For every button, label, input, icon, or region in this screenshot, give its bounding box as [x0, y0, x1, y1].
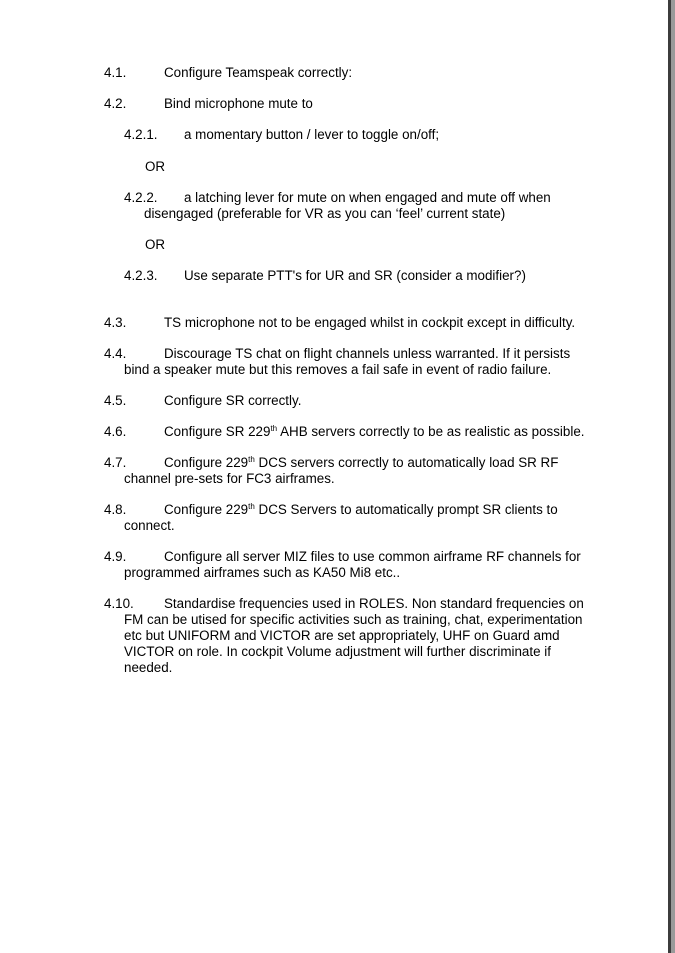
- ordinal-suffix: th: [248, 455, 255, 464]
- item-number: 4.9.: [104, 549, 127, 564]
- item-text-continuation: etc but UNIFORM and VICTOR are set appropriately, UHF on Guard amd: [124, 628, 560, 643]
- item-text-continuation: FM can be utised for specific activities such as training, chat, experimentation: [124, 612, 583, 627]
- item-number: 4.2.3.: [124, 268, 158, 283]
- item-text: TS microphone not to be engaged whilst in cockpit except in difficulty.: [164, 315, 576, 330]
- item-text: Discourage TS chat on flight channels unless warranted. If it persists: [164, 346, 571, 361]
- ordinal-suffix: th: [270, 424, 278, 433]
- item-text: [164, 424, 584, 440]
- item-text-b: AHB servers correctly to be as realistic as possible.: [277, 424, 585, 439]
- item-number: 4.2.: [104, 96, 127, 111]
- item-number: 4.5.: [104, 393, 127, 408]
- item-text-b: DCS servers correctly to automatically load SR RF: [254, 455, 559, 470]
- item-text-a: Configure 229: [164, 455, 249, 470]
- item-number: 4.4.: [104, 346, 127, 361]
- item-text-continuation: programmed airframes such as KA50 Mi8 etc..: [124, 565, 401, 580]
- item-number: 4.6.: [104, 424, 127, 439]
- item-text: Configure all server MIZ files to use common airframe RF channels for: [164, 549, 581, 564]
- item-text-a: Configure 229: [164, 502, 249, 517]
- or-text: OR: [145, 159, 166, 174]
- item-number: 4.7.: [104, 455, 127, 470]
- item-text: a momentary button / lever to toggle on/off;: [184, 127, 440, 142]
- item-number: 4.8.: [104, 502, 127, 517]
- item-number: 4.1.: [104, 65, 127, 80]
- item-text: Configure Teamspeak correctly:: [164, 65, 353, 80]
- item-text: [164, 455, 558, 471]
- item-text-continuation: bind a speaker mute but this removes a fail safe in event of radio failure.: [124, 362, 552, 377]
- item-text: Bind microphone mute to: [164, 96, 313, 111]
- ordinal-suffix: th: [248, 502, 255, 511]
- item-number: 4.10.: [104, 596, 134, 611]
- item-text: Configure SR correctly.: [164, 393, 302, 408]
- item-text-continuation: needed.: [124, 660, 173, 675]
- item-text: [164, 502, 558, 518]
- item-text-a: Configure SR 229: [164, 424, 271, 439]
- item-text: Use separate PTT's for UR and SR (consider a modifier?): [184, 268, 526, 283]
- item-number: 4.3.: [104, 315, 127, 330]
- item-text-continuation: channel pre-sets for FC3 airframes.: [124, 471, 335, 486]
- or-separator: [145, 159, 165, 175]
- item-text-continuation: connect.: [124, 518, 175, 533]
- item-text-continuation: VICTOR on role. In cockpit Volume adjustment will further discriminate if: [124, 644, 551, 659]
- item-number: 4.2.2.: [124, 190, 158, 205]
- or-separator: [145, 237, 165, 253]
- item-number: 4.2.1.: [124, 127, 158, 142]
- or-text: OR: [145, 237, 166, 252]
- item-text-continuation: disengaged (preferable for VR as you can ‘feel’ current state): [144, 206, 506, 221]
- item-text: a latching lever for mute on when engaged and mute off when: [184, 190, 551, 205]
- page-edge-shadow: [671, 0, 675, 953]
- item-text-b: DCS Servers to automatically prompt SR clients to: [254, 502, 558, 517]
- item-text: Standardise frequencies used in ROLES. Non standard frequencies on: [164, 596, 584, 611]
